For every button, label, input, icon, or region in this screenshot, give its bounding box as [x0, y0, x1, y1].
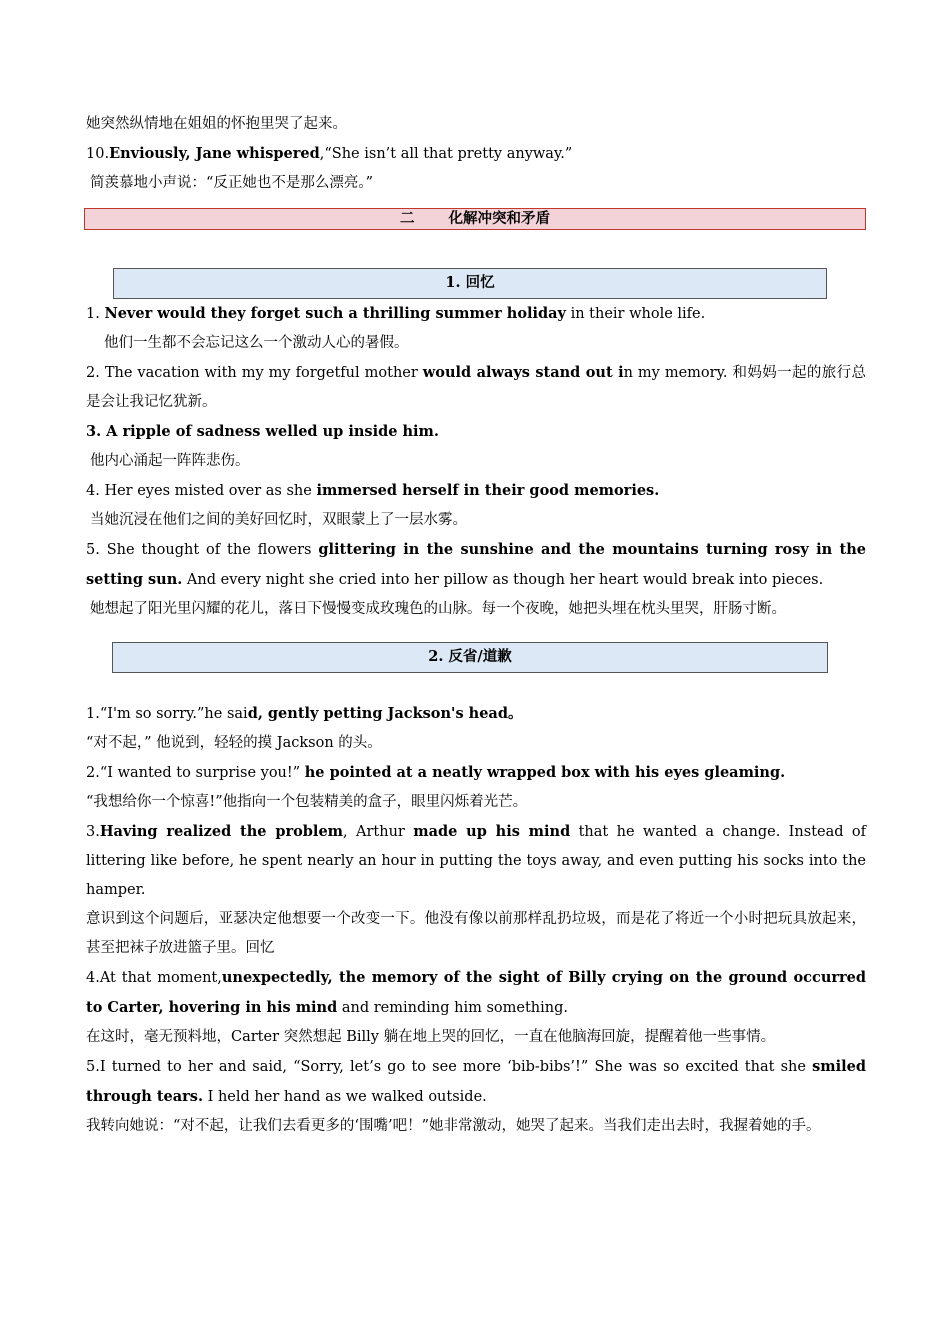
apology-item-2-translation: “我想给你一个惊喜!”他指向一个包装精美的盒子，眼里闪烁着光芒。 [86, 794, 528, 810]
apology-item-5-translation: 我转向她说：“对不起，让我们去看更多的‘围嘴’吧！”她非常激动，她哭了起来。当我们走出去时，我握着她的手。 [86, 1118, 821, 1134]
memory-item-4-translation: 当她沉浸在他们之间的美好回忆时，双眼蒙上了一层水雾。 [90, 512, 467, 528]
subheading-reflection-apology: 2. 反省/道歉 [112, 642, 828, 673]
apology-item-2: 2.“I wanted to surprise you!” he pointed at a neatly wrapped box with his eyes gleaming. [86, 764, 786, 781]
apology-item-5: 5.I turned to her and said, “Sorry, let’s go to see more ‘bib-bibs’!” She was so excited that she smiled through tears. I held her hand as we walked outside. [86, 1058, 866, 1105]
memory-item-4: 4. Her eyes misted over as she immersed herself in their good memories. [86, 482, 660, 499]
section-heading-resolve-conflict [84, 208, 866, 230]
item-10: 10.Enviously, Jane whispered,“She isn’t all that pretty anyway.” [86, 145, 573, 162]
apology-item-4-translation: 在这时，毫无预料地，Carter 突然想起 Billy 躺在地上哭的回忆，一直在他脑海回旋，提醒着他一些事情。 [86, 1029, 776, 1045]
apology-item-4: 4.At that moment,unexpectedly, the memory of the sight of Billy crying on the ground occurred to Carter, hovering in his mind and reminding him something. [86, 969, 867, 1016]
memory-item-5-translation: 她想起了阳光里闪耀的花儿，落日下慢慢变成玫瑰色的山脉。每一个夜晚，她把头埋在枕头里哭，肝肠寸断。 [90, 601, 786, 617]
item-10-translation: 简羡慕地小声说：“反正她也不是那么漂亮。” [90, 175, 374, 191]
memory-item-5: 5. She thought of the flowers glittering in the sunshine and the mountains turning rosy in the setting sun. And every night she cried into her pillow as though her heart would break into pieces. [86, 541, 866, 588]
document-page [86, 110, 866, 1141]
memory-item-1: 1. Never would they forget such a thrilling summer holiday in their whole life. [86, 305, 706, 322]
subheading-memory: 1. 回忆 [113, 268, 827, 299]
apology-item-1: 1.“I'm so sorry.”he said, gently petting Jackson's head。 [86, 705, 523, 722]
apology-item-1-translation: “对不起，” 他说到，轻轻的摸 Jackson 的头。 [86, 735, 382, 751]
section-title: 化解冲突和矛盾 [448, 210, 550, 227]
section-number: 二 [400, 210, 415, 227]
memory-item-2: 2. The vacation with my my forgetful mother would always stand out in my memory. 和妈妈一起的旅行总是会让我记忆犹新。 [86, 364, 867, 410]
intro-cn-line: 她突然纵情地在姐姐的怀抱里哭了起来。 [86, 116, 347, 132]
apology-item-3: 3.Having realized the problem, Arthur made up his mind that he wanted a change. Instead of littering like before, he spent nearly an hour in putting the toys away, and even putting his socks into the hamper. [86, 823, 867, 898]
memory-item-3-translation: 他内心涌起一阵阵悲伤。 [90, 453, 250, 469]
apology-item-3-translation: 意识到这个问题后，亚瑟决定他想要一个改变一下。他没有像以前那样乱扔垃圾，而是花了将近一个小时把玩具放起来，甚至把袜子放进篮子里。回忆 [86, 911, 866, 956]
memory-item-3: 3. A ripple of sadness welled up inside him. [86, 423, 439, 440]
memory-item-1-translation: 他们一生都不会忘记这么一个激动人心的暑假。 [104, 335, 409, 351]
